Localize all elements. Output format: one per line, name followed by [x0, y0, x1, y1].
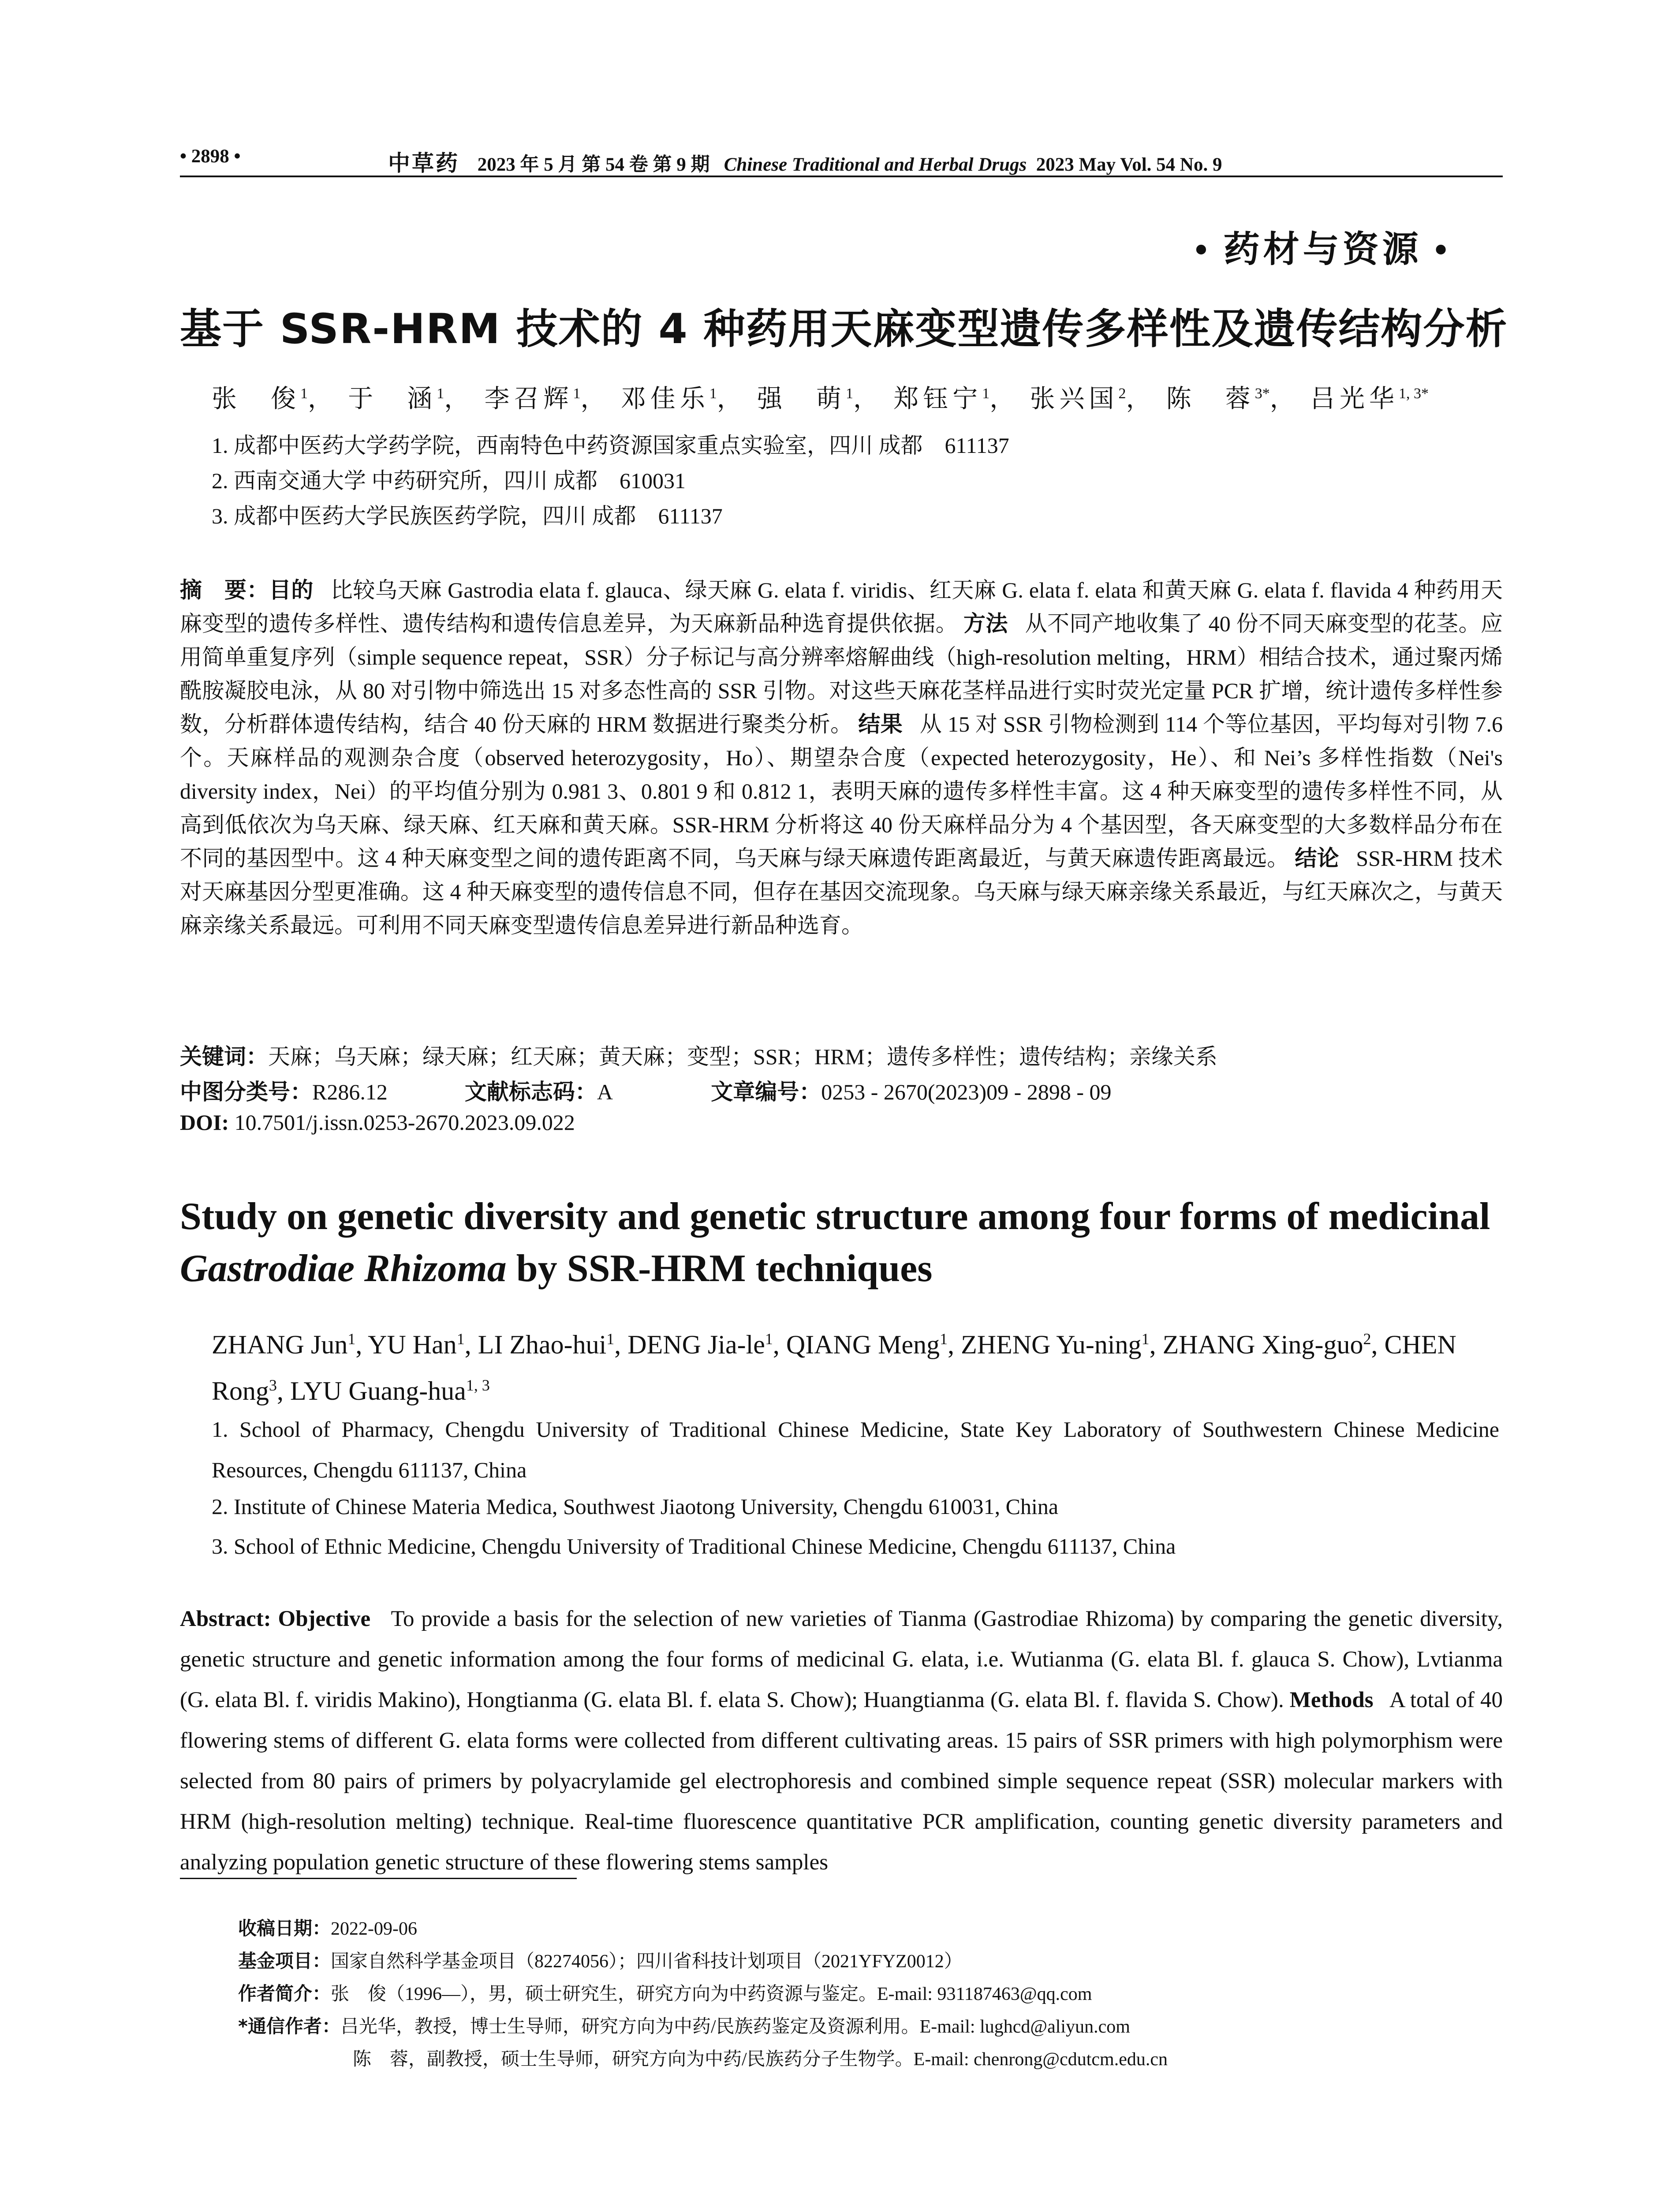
running-header — [0, 142, 1680, 177]
abstract-en-objective: To provide a basis for the selection of new varieties of Tianma (Gastrodiae Rhizoma) by comparing the genetic diversity, genetic structure and genetic information among the four forms of medicinal G. elata, i.e. Wutianma (G. elata Bl. f. glauca S. Chow), Lvtianma (G. elata Bl. f. viridis Makino), Hongtianma (G. elata Bl. f. elata S. Chow); Huangtianma (G. elata Bl. f. flavida S. Chow). — [180, 1607, 1503, 1712]
issue-en: 2023 May Vol. 54 No. 9 — [1036, 154, 1222, 175]
author-affiliation-mark: 3* — [1254, 385, 1270, 402]
title-en-italic: Gastrodiae Rhizoma — [180, 1247, 507, 1290]
doi-line — [180, 1110, 575, 1135]
journal-title-cn: 中草药 — [388, 151, 459, 176]
doc-code-value: A — [597, 1080, 612, 1104]
author-affiliation-mark: 1 — [1141, 1330, 1150, 1348]
abstract-en — [180, 1599, 1503, 1883]
classification-line — [180, 1074, 1111, 1106]
affiliation-cn-2: 2. 西南交通大学 中药研究所，四川 成都 610031 — [212, 468, 686, 493]
author-affiliation-mark: 2 — [1363, 1330, 1371, 1348]
footnote-corresponding-2 — [353, 2044, 1168, 2071]
author-affiliation-mark: 1 — [456, 1330, 465, 1348]
author-affiliation-mark: 1 — [573, 385, 581, 402]
abstract-cn-methods-label: 方法 — [963, 611, 1008, 636]
doi-value: 10.7501/j.issn.0253-2670.2023.09.022 — [234, 1110, 575, 1135]
author-name: ZHANG Jun — [212, 1330, 348, 1359]
author-affiliation-mark: 1 — [940, 1330, 948, 1348]
keywords — [180, 1039, 1217, 1071]
author-affiliation-mark: 1 — [437, 385, 444, 402]
author-name: ZHANG Xing-guo — [1162, 1330, 1363, 1359]
footnote-text: 2022-09-06 — [331, 1919, 417, 1939]
affiliation-cn-3: 3. 成都中医药大学民族医药学院，四川 成都 611137 — [212, 504, 723, 528]
author-name: 吕光华 — [1310, 385, 1399, 413]
author-name: LI Zhao-hui — [478, 1330, 607, 1359]
author-name: 于 涵 — [348, 385, 437, 413]
author-name: 张 俊 — [212, 385, 300, 413]
author-affiliation-mark: 2 — [1118, 385, 1126, 402]
abstract-en-label: Abstract: Objective — [180, 1607, 371, 1631]
footnote-text: 陈 蓉，副教授，硕士生导师，研究方向为中药/民族药分子生物学。E-mail: chenrong@cdutcm.edu.cn — [353, 2049, 1168, 2070]
author-affiliation-mark: 1, 3 — [466, 1376, 490, 1394]
title-en-line1: Study on genetic diversity and genetic structure among four forms of medicinal — [180, 1195, 1490, 1238]
footnote-received — [238, 1914, 417, 1940]
abstract-cn-label: 摘 要：目的 — [180, 577, 314, 603]
abstract-cn-conclusion: SSR-HRM 技术对天麻基因分型更准确。这 4 种天麻变型的遗传信息不同，但存在基因交流现象。乌天麻与绿天麻亲缘关系最近，与红天麻次之，与黄天麻亲缘关系最远。可利用不同天麻变型遗传信息差异进行新品种选育。 — [180, 846, 1503, 938]
footnote-corresponding-1 — [238, 2012, 1130, 2038]
author-name: 郑钰宁 — [893, 385, 982, 413]
journal-title-en: Chinese Traditional and Herbal Drugs — [724, 154, 1027, 175]
author-affiliation-mark: 1, 3* — [1399, 385, 1429, 402]
footnote-funding — [238, 1947, 963, 1973]
footnote-label: 基金项目： — [238, 1950, 331, 1972]
author-name: CHEN Rong — [212, 1330, 1456, 1405]
footnote-text: 张 俊（1996—），男，硕士研究生，研究方向为中药资源与鉴定。E-mail: 931187463@qq.com — [331, 1984, 1092, 2004]
author-affiliation-mark: 1 — [300, 385, 308, 402]
footnote-text: 国家自然科学基金项目（82274056）；四川省科技计划项目（2021YFYZ0012） — [331, 1951, 963, 1972]
author-affiliation-mark: 1 — [982, 385, 990, 402]
author-affiliation-mark: 1 — [709, 385, 717, 402]
author-name: 李召辉 — [484, 385, 573, 413]
keywords-label: 关键词： — [180, 1044, 268, 1069]
footnote-text: 吕光华，教授，博士生导师，研究方向为中药/民族药鉴定及资源利用。E-mail: lughcd@aliyun.com — [340, 2017, 1130, 2037]
author-affiliation-mark: 1 — [846, 385, 853, 402]
authors-en: ZHANG Jun$^1$, YU Han$^1$, LI Zhao-hui$^1$, DENG Jia-$le^1$, QIANG Meng$^1$, ZHENG Yu-ning$^1$, ZHANG Xing-guo$^2$, CHEN Rong$^3$, LYU Guang-hua$^{1, 3}$ — [212, 1330, 1456, 1405]
abstract-en-methods-label: Methods — [1289, 1688, 1374, 1712]
footnote-label: 作者简介： — [238, 1983, 331, 2004]
abstract-cn-conclusion-label: 结论 — [1295, 845, 1339, 871]
doi-label: DOI: — [180, 1110, 229, 1135]
author-name: QIANG Meng — [786, 1330, 940, 1359]
abstract-cn-results-label: 结果 — [858, 711, 903, 737]
article-number-value: 0253 - 2670(2023)09 - 2898 - 09 — [821, 1080, 1112, 1104]
clc-label: 中图分类号： — [180, 1079, 312, 1105]
affiliation-cn-1: 1. 成都中医药大学药学院，西南特色中药资源国家重点实验室，四川 成都 611137 — [212, 433, 1009, 458]
author-affiliation-mark: 3 — [269, 1376, 277, 1394]
title-en-rest: by SSR-HRM techniques — [506, 1247, 933, 1290]
journal-line — [388, 146, 1222, 177]
abstract-cn-results: 从 15 对 SSR 引物检测到 114 个等位基因，平均每对引物 7.6 个。天麻样品的观测杂合度（observed heterozygosity，Ho）、期望杂合度（expected heterozygosity，He）、和 Nei’s 多样性指数（Nei's diversity index，Nei）的平均值分别为 0.981 3、0.801 9 和 0.812 1，表明天麻的遗传多样性丰富。这 4 种天麻变型的遗传多样性不同，从高到低依次为乌天麻、绿天麻、红天麻和黄天麻。SSR-HRM 分析将这 40 份天麻样品分为 4 个基因型，各天麻变型的大多数样品分布在不同的基因型中。这 4 种天麻变型之间的遗传距离不同，乌天麻与绿天麻遗传距离最近，与黄天麻遗传距离最远。 — [180, 712, 1503, 871]
author-name: 陈 蓉 — [1166, 385, 1255, 413]
issue-cn: 2023 年 5 月 第 54 卷 第 9 期 — [477, 154, 710, 175]
affiliation-en-1: 1. School of Pharmacy, Chengdu University of Traditional Chinese Medicine, State Key Laboratory of Southwestern Chinese Medicine Resources, Chengdu 611137, China — [212, 1417, 1499, 1482]
affiliation-en-3: 3. School of Ethnic Medicine, Chengdu University of Traditional Chinese Medicine, Chengdu 611137, China — [212, 1534, 1176, 1558]
abstract-cn — [180, 573, 1503, 942]
author-affiliation-mark: 1 — [347, 1330, 356, 1348]
author-name: 强 萌 — [757, 385, 846, 413]
page-number: • 2898 • — [180, 146, 241, 167]
doc-code-label: 文献标志码： — [464, 1079, 597, 1105]
author-affiliation-mark: 1 — [765, 1330, 773, 1348]
header-rule — [180, 176, 1503, 177]
footnote-label: *通信作者： — [238, 2015, 340, 2037]
section-label: • 药材与资源 • — [1195, 229, 1451, 269]
clc-value: R286.12 — [312, 1080, 388, 1104]
author-name: YU Han — [368, 1330, 457, 1359]
keywords-text: 天麻；乌天麻；绿天麻；红天麻；黄天麻；变型；SSR；HRM；遗传多样性；遗传结构；亲缘关系 — [268, 1044, 1217, 1069]
author-name: 邓佳乐 — [620, 385, 709, 413]
authors-cn: 张 俊$^1$， 于 涵$^1$， 李召辉$^1$， 邓佳乐$^1$， 强 萌$^1$， 郑钰宁$^1$， 张兴国$^2$， 陈 蓉$^{3*}$， 吕光华$^{1, 3*}$ — [212, 385, 1429, 413]
author-affiliation-mark: 1 — [606, 1330, 615, 1348]
abstract-en-methods: A total of 40 flowering stems of different G. elata forms were collected from different cultivating areas. 15 pairs of SSR primers with high polymorphism were selected from 80 pairs of primers by polyacrylamide gel electrophoresis and combined simple sequence repeat (SSR) molecular markers with HRM (high-resolution melting) technique. Real-time fluorescence quantitative PCR amplification, counting genetic diversity parameters and analyzing population genetic structure of these flowering stems samples — [180, 1688, 1503, 1875]
article-number-label: 文章编号： — [711, 1079, 821, 1105]
article-title-cn: 基于 SSR-HRM 技术的 4 种药用天麻变型遗传多样性及遗传结构分析 — [180, 305, 1508, 353]
abstract-cn-objective: 比较乌天麻 Gastrodia elata f. glauca、绿天麻 G. elata f. viridis、红天麻 G. elata f. elata 和黄天麻 G. elata f. flavida 4 种药用天麻变型的遗传多样性、遗传结构和遗传信息差异，为天麻新品种选育提供依据。 — [180, 578, 1503, 636]
author-name: LYU Guang-hua — [290, 1376, 466, 1405]
footnote-rule — [180, 1878, 577, 1879]
article-title-en — [180, 1191, 1503, 1295]
author-name: 张兴国 — [1030, 385, 1119, 413]
author-name: ZHENG Yu-ning — [961, 1330, 1142, 1359]
footnote-label: 收稿日期： — [238, 1917, 331, 1939]
author-name: DENG Jia-le — [627, 1330, 765, 1359]
footnote-author-bio — [238, 1979, 1092, 2006]
abstract-cn-methods: 从不同产地收集了 40 份不同天麻变型的花茎。应用简单重复序列（simple sequence repeat，SSR）分子标记与高分辨率熔解曲线（high-resolution melting，HRM）相结合技术，通过聚丙烯酰胺凝胶电泳，从 80 对引物中筛选出 15 对多态性高的 SSR 引物。对这些天麻花茎样品进行实时荧光定量 PCR 扩增，统计遗传多样性参数，分析群体遗传结构，结合 40 份天麻的 HRM 数据进行聚类分析。 — [180, 611, 1503, 736]
affiliation-en-2: 2. Institute of Chinese Materia Medica, Southwest Jiaotong University, Chengdu 610031, China — [212, 1494, 1059, 1519]
